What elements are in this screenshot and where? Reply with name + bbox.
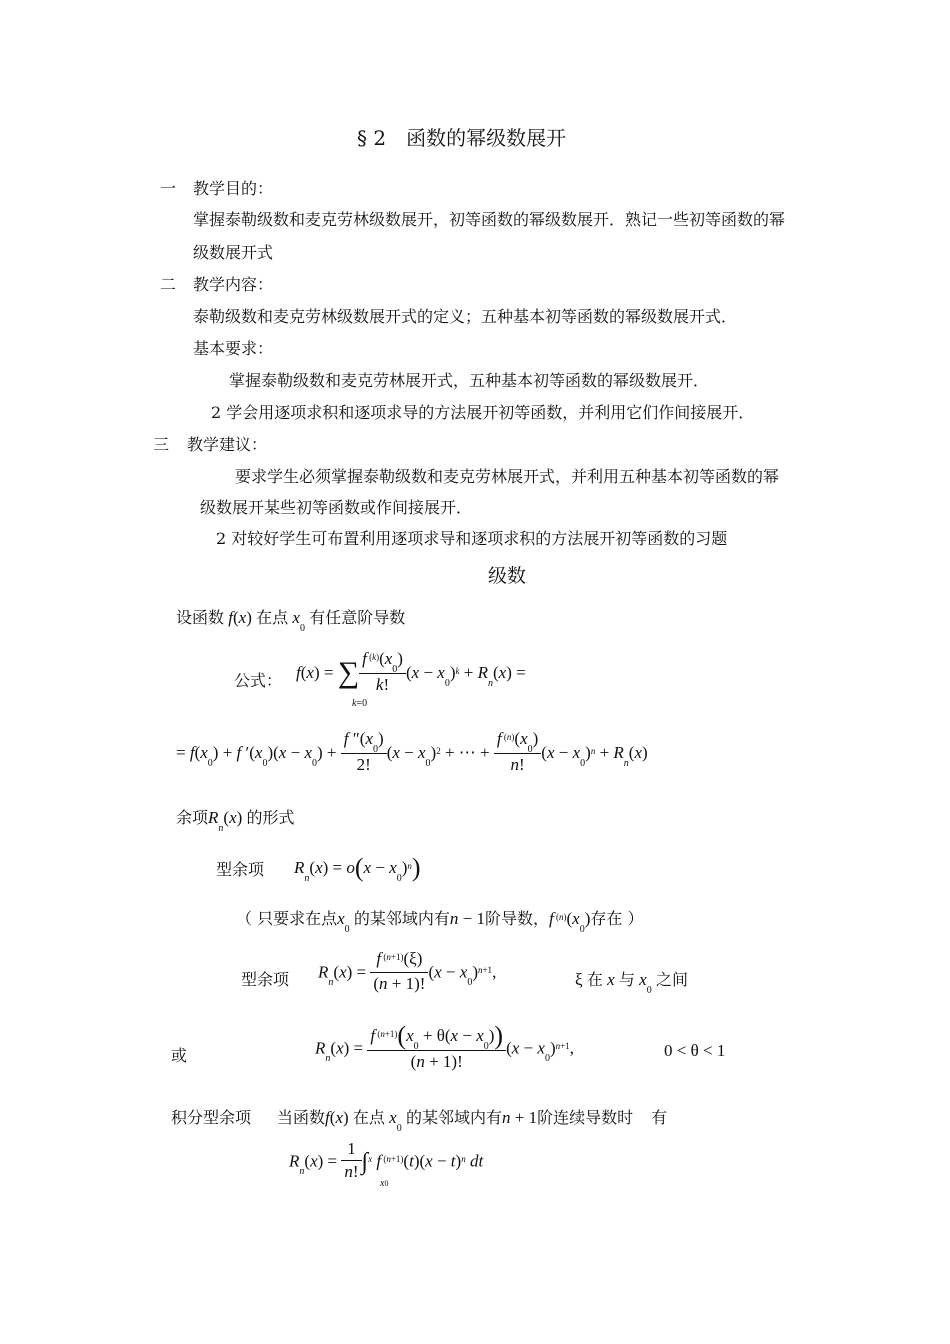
- peano-condition: （ 只要求在点$x_0$ 的某邻域内有n − 1阶导数，f $^{(n)}(x_0)$存在 ）: [236, 909, 644, 935]
- section-2-label: 教学内容：: [193, 275, 274, 294]
- section-2-line-1: 泰勒级数和麦克劳林级数展开式的定义；五种基本初等函数的幂级数展开式．: [193, 307, 738, 326]
- requirement-1: 掌握泰勒级数和麦克劳林展开式，五种基本初等函数的幂级数展开．: [229, 371, 710, 390]
- section-3-label: 教学建议：: [187, 435, 268, 454]
- page-title: § 2 函数的幂级数展开: [357, 126, 567, 150]
- integral-lower-limit: x0: [380, 1178, 389, 1189]
- section-1-line-2: 级数展开式: [193, 243, 274, 262]
- lagrange-formula: $R_n(x)$ = $\frac{f ^{(n+1)}(\xi)}{(n + 1)!}$ $(x - x_0)^{n+1}$,: [318, 949, 497, 993]
- remainder-form-line: 余项$R_n(x)$ 的形式: [176, 808, 295, 834]
- requirements-label: 基本要求：: [193, 339, 274, 358]
- taylor-expansion: = $f(x_0) + f$ $'(x_0)(x - x_0)$ + $\frac{f ''(x_0)}{2!}$ $(x - x_0)^2$ + ⋯ + $\frac{f ^{(n)}(x_0)}{n!}$ $(x - x_0)^n + R_n(x)$: [176, 729, 648, 774]
- section-1-line-1: 掌握泰勒级数和麦克劳林级数展开，初等函数的幂级数展开．熟记一些初等函数的幂: [193, 210, 786, 229]
- lagrange-xi-note: ξ 在 x 与 $x_0$ 之间: [575, 970, 688, 996]
- section-1-number: 一: [160, 179, 177, 198]
- lagrange-label: 型余项: [241, 970, 290, 989]
- sum-lower-limit: k=0: [352, 698, 368, 709]
- requirement-2: 2 学会用逐项求积和逐项求导的方法展开初等函数，并利用它们作间接展开．: [211, 403, 755, 422]
- peano-formula: $R_n(x) = o(x - x_0)^n$): [294, 853, 421, 884]
- integral-remainder-line: 积分型余项 当函数f(x) 在点 $x_0$ 的某邻域内有n + 1阶连续导数时 有: [171, 1108, 668, 1134]
- section-1-label: 教学目的：: [193, 179, 274, 198]
- section-2-number: 二: [160, 275, 177, 294]
- series-heading: 级数: [488, 565, 527, 587]
- intro-sentence: 设函数 f(x) 在点 $x_0$ 有任意阶导数: [176, 608, 406, 634]
- section-3-line-2: 级数展开某些初等函数或作间接展开．: [200, 498, 473, 517]
- section-3-line-1: 要求学生必须掌握泰勒级数和麦克劳林展开式，并利用五种基本初等函数的幂: [235, 467, 780, 486]
- section-3-number: 三: [153, 435, 170, 454]
- or-label: 或: [171, 1046, 188, 1065]
- integral-formula: $R_n(x)$ = $\frac{1}{n!}$ ∫$^x$ f $^{(n+1)}(t)(x - t)^n$ dt: [289, 1139, 484, 1181]
- formula-label: 公式：: [234, 671, 283, 690]
- peano-label: 型余项: [216, 860, 265, 879]
- theta-range: 0 < θ < 1: [664, 1041, 726, 1060]
- lagrange-formula-alt: $R_n(x)$ = $\frac{f ^{(n+1)}(x_0 + \theta(x - x_0))}{(n + 1)!}$ $(x - x_0)^{n+1}$,: [315, 1021, 574, 1071]
- section-3-line-3: 2 对较好学生可布置利用逐项求导和逐项求积的方法展开初等函数的习题: [216, 529, 728, 548]
- taylor-formula: f(x) = ∑ $\frac{f ^{(k)}(x_0)}{k!}$ $(x - x_0)^k + R_n(x)$ =: [296, 649, 526, 694]
